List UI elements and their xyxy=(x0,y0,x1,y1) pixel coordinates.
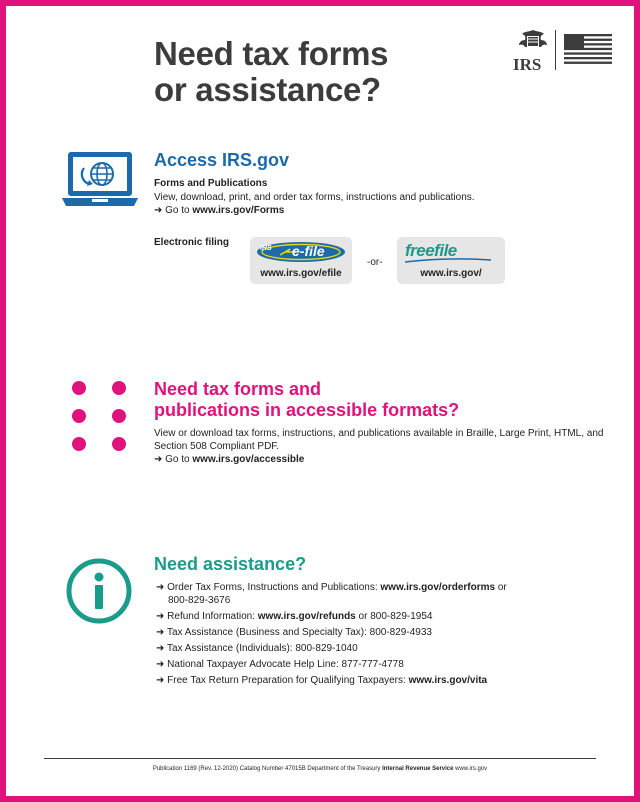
accessible-description: View or download tax forms, instructions, and publications available in Braille, Large Print, HTML, and Section 508 Compliant PDF. xyxy=(154,428,604,452)
assistance-item-text: ➜ National Taxpayer Advocate Help Line: 877-777-4778 xyxy=(156,659,404,670)
freefile-url: www.irs.gov/ xyxy=(420,268,482,279)
forms-url-link[interactable]: www.irs.gov/Forms xyxy=(192,205,285,216)
page-title xyxy=(154,36,388,108)
access-heading: Access IRS.gov xyxy=(154,150,290,170)
laptop-globe-icon xyxy=(60,150,140,214)
assistance-item xyxy=(156,642,596,655)
info-icon xyxy=(65,557,133,625)
freefile-swoosh-icon xyxy=(405,258,491,263)
accessible-go-prefix: ➜ Go to xyxy=(154,454,193,465)
assistance-item xyxy=(156,658,596,671)
accessible-heading-line-2: publications in accessible formats? xyxy=(154,400,460,420)
accessible-go-line xyxy=(154,453,304,466)
forms-go-prefix: ➜ Go to xyxy=(154,205,193,216)
freefile-badge[interactable] xyxy=(397,237,505,284)
forms-go-line xyxy=(154,204,284,217)
assistance-item-after: or xyxy=(495,582,507,593)
assistance-item-text: ➜ Tax Assistance (Individuals): 800-829-1040 xyxy=(156,643,358,654)
footer-divider xyxy=(44,758,596,759)
assistance-item xyxy=(156,581,596,607)
refunds-link[interactable]: www.irs.gov/refunds xyxy=(257,611,356,622)
braille-dot xyxy=(112,381,126,395)
logo-divider xyxy=(555,30,556,70)
assistance-item xyxy=(156,610,596,623)
orderforms-link[interactable]: www.irs.gov/orderforms xyxy=(380,582,496,593)
assistance-list xyxy=(156,581,596,687)
braille-dot xyxy=(112,437,126,451)
us-flag-icon xyxy=(564,34,612,64)
braille-dot xyxy=(72,437,86,451)
efile-badge-prefix: IRS xyxy=(260,245,272,252)
accessible-heading xyxy=(154,379,459,421)
assistance-item xyxy=(156,674,596,687)
efile-url: www.irs.gov/efile xyxy=(260,268,342,279)
assistance-item-after: or 800-829-1954 xyxy=(355,611,433,622)
vita-link[interactable]: www.irs.gov/vita xyxy=(408,675,488,686)
footer-publication: Publication 1169 (Rev. 12-2020) Catalog Number 47015B Department of the Treasury xyxy=(152,766,383,772)
forms-label: Forms and Publications xyxy=(154,178,268,189)
assistance-item-text: ➜ Tax Assistance (Business and Specialty Tax): 800-829-4933 xyxy=(156,627,432,638)
efile-badge-text: e-file xyxy=(292,243,325,259)
assistance-item xyxy=(156,626,596,639)
braille-dot xyxy=(72,409,86,423)
irs-logo-text: IRS xyxy=(513,55,542,74)
accessible-heading-line-1: Need tax forms and xyxy=(154,379,322,399)
assistance-item-text: ➜ Free Tax Return Preparation for Qualifying Taxpayers: xyxy=(156,675,409,686)
braille-dot xyxy=(72,381,86,395)
efiling-label: Electronic filing xyxy=(154,237,230,248)
assistance-heading: Need assistance? xyxy=(154,554,307,574)
footer-agency: Internal Revenue Service xyxy=(382,766,454,772)
forms-description: View, download, print, and order tax forms, instructions and publications. xyxy=(154,192,475,203)
accessible-url-link[interactable]: www.irs.gov/accessible xyxy=(192,454,305,465)
braille-dot xyxy=(112,409,126,423)
or-separator: -or- xyxy=(367,257,383,268)
efile-badge[interactable] xyxy=(250,237,352,284)
footer-site: www.irs.gov xyxy=(453,766,488,772)
title-line-1: Need tax forms xyxy=(154,35,389,72)
assistance-item-text: ➜ Refund Information: xyxy=(156,611,258,622)
footer xyxy=(0,766,640,772)
assistance-item-line2: 800-829-3676 xyxy=(168,595,231,606)
title-line-2: or assistance? xyxy=(154,71,381,108)
assistance-item-text: ➜ Order Tax Forms, Instructions and Publications: xyxy=(156,582,381,593)
freefile-badge-text: freefile xyxy=(405,241,457,260)
